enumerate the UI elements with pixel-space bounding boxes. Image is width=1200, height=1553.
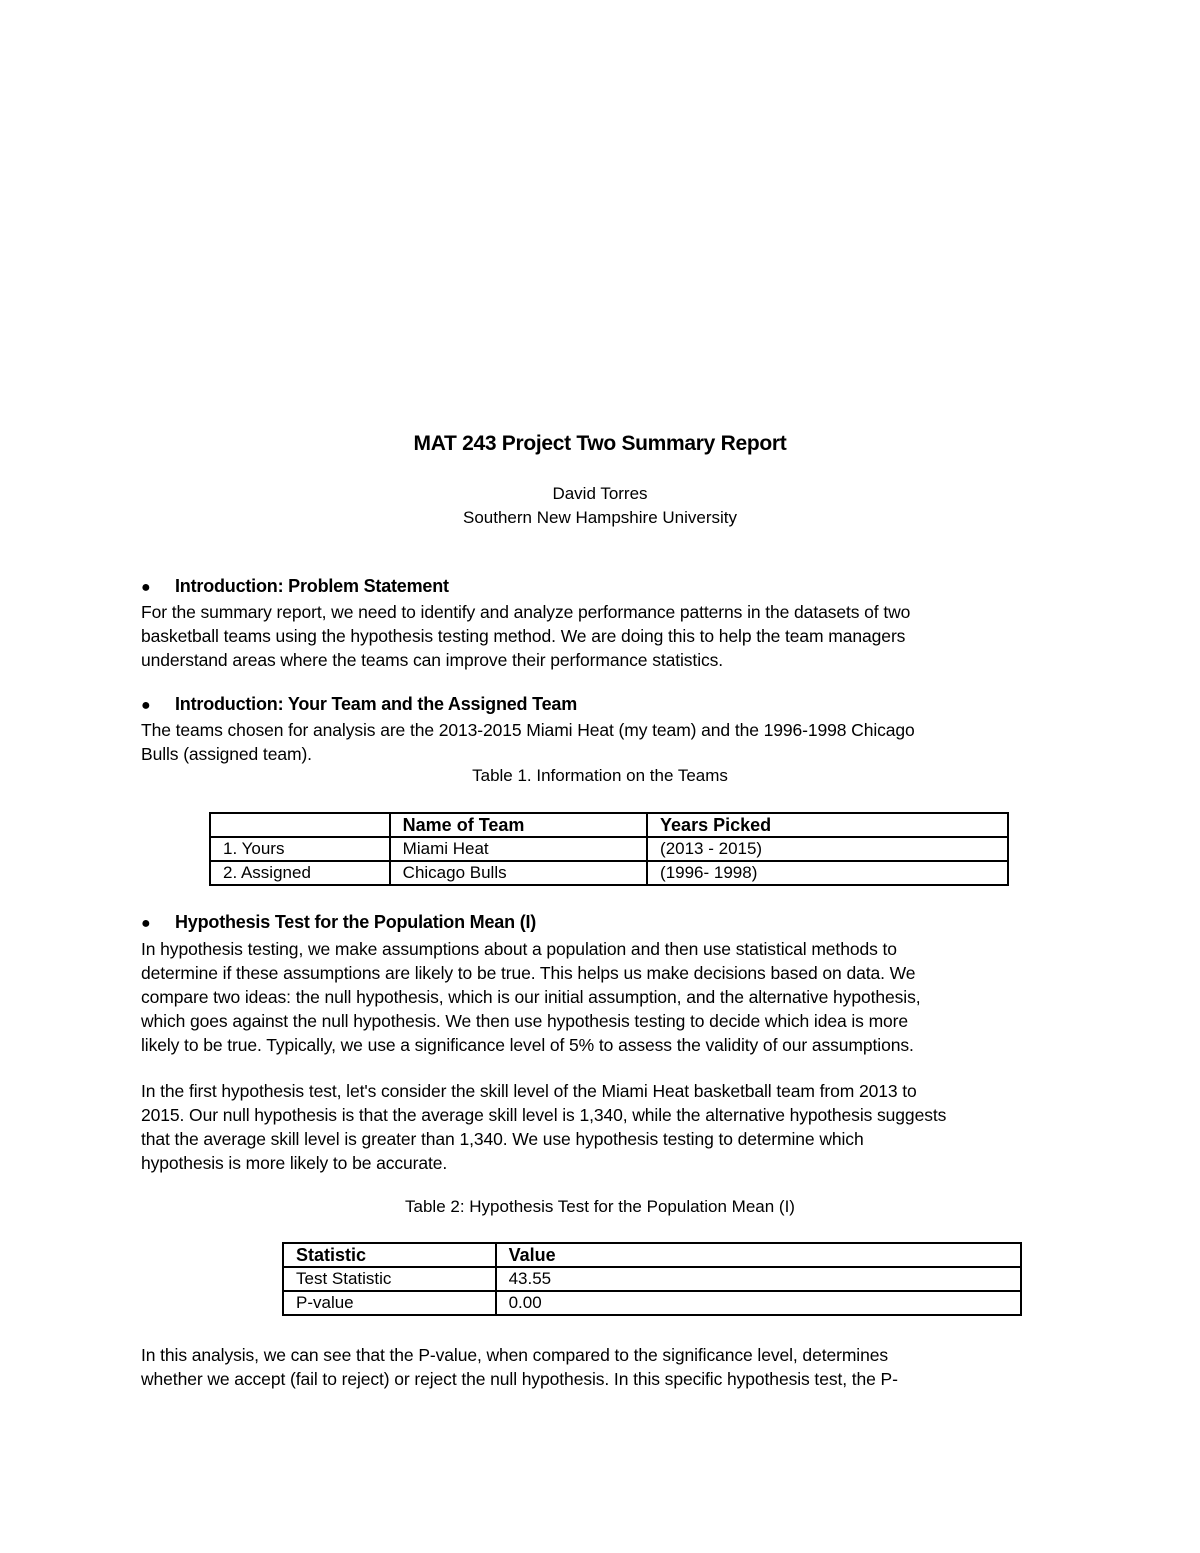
problem-statement-paragraph — [141, 600, 1071, 672]
table-cell: 0.00 — [496, 1291, 1021, 1315]
text-line: For the summary report, we need to identify and analyze performance patterns in the datasets of two — [141, 602, 911, 622]
section-heading-problem-statement — [141, 576, 449, 597]
section-heading-text: Introduction: Problem Statement — [175, 576, 449, 596]
table-header-row — [283, 1243, 1021, 1267]
table1-caption: Table 1. Information on the Teams — [472, 766, 728, 785]
table-cell: (1996- 1998) — [647, 861, 1008, 885]
table-row — [283, 1267, 1021, 1291]
bullet-icon: ● — [141, 697, 151, 714]
hypothesis-paragraph-2 — [141, 1079, 1071, 1175]
table-cell: (2013 - 2015) — [647, 837, 1008, 861]
table-header-cell: Years Picked — [647, 813, 1008, 837]
section-heading-hypothesis-test — [141, 912, 536, 933]
table-header-row — [210, 813, 1008, 837]
table-cell: P-value — [283, 1291, 496, 1315]
hypothesis-paragraph-3 — [141, 1343, 1071, 1391]
table-header-cell — [210, 813, 390, 837]
table-cell: 1. Yours — [210, 837, 390, 861]
section-heading-text: Introduction: Your Team and the Assigned Team — [175, 694, 578, 714]
table-cell: Test Statistic — [283, 1267, 496, 1291]
text-line: In hypothesis testing, we make assumptions about a population and then use statistical methods to — [141, 939, 897, 959]
teams-paragraph — [141, 718, 1071, 766]
author-name: David Torres — [552, 484, 648, 503]
text-line: In this analysis, we can see that the P-value, when compared to the significance level, determines — [141, 1345, 888, 1365]
text-line: basketball teams using the hypothesis testing method. We are doing this to help the team managers — [141, 626, 906, 646]
table-cell: Chicago Bulls — [390, 861, 647, 885]
text-line: compare two ideas: the null hypothesis, which is our initial assumption, and the alternative hypothesis, — [141, 987, 921, 1007]
table-row — [210, 837, 1008, 861]
text-line: whether we accept (fail to reject) or reject the null hypothesis. In this specific hypothesis test, the P- — [141, 1369, 898, 1389]
table-cell: Miami Heat — [390, 837, 647, 861]
table-header-cell: Value — [496, 1243, 1021, 1267]
section-heading-text: Hypothesis Test for the Population Mean (I) — [175, 912, 537, 932]
text-line: determine if these assumptions are likely to be true. This helps us make decisions based on data. We — [141, 963, 916, 983]
text-line: 2015. Our null hypothesis is that the average skill level is 1,340, while the alternative hypothesis suggests — [141, 1105, 947, 1125]
text-line: understand areas where the teams can improve their performance statistics. — [141, 650, 724, 670]
report-title: MAT 243 Project Two Summary Report — [413, 432, 787, 455]
bullet-icon: ● — [141, 915, 151, 932]
text-line: The teams chosen for analysis are the 2013-2015 Miami Heat (my team) and the 1996-1998 Chicago — [141, 720, 915, 740]
bullet-icon: ● — [141, 579, 151, 596]
text-line: hypothesis is more likely to be accurate. — [141, 1153, 448, 1173]
teams-table — [209, 812, 1009, 886]
table-header-cell: Name of Team — [390, 813, 647, 837]
table-cell: 43.55 — [496, 1267, 1021, 1291]
section-heading-teams — [141, 694, 577, 715]
table-cell: 2. Assigned — [210, 861, 390, 885]
text-line: Bulls (assigned team). — [141, 744, 312, 764]
text-line: which goes against the null hypothesis. We then use hypothesis testing to decide which idea is more — [141, 1011, 909, 1031]
text-line: In the first hypothesis test, let's consider the skill level of the Miami Heat basketball team from 2013 to — [141, 1081, 917, 1101]
institution-name: Southern New Hampshire University — [463, 508, 737, 527]
table-header-cell: Statistic — [283, 1243, 496, 1267]
table2-caption: Table 2: Hypothesis Test for the Population Mean (I) — [405, 1197, 795, 1216]
hypothesis-paragraph-1 — [141, 937, 1071, 1057]
hypothesis-table — [282, 1242, 1022, 1316]
table-row — [210, 861, 1008, 885]
text-line: that the average skill level is greater than 1,340. We use hypothesis testing to determine which — [141, 1129, 864, 1149]
table-row — [283, 1291, 1021, 1315]
text-line: likely to be true. Typically, we use a significance level of 5% to assess the validity of our assumptions. — [141, 1035, 914, 1055]
